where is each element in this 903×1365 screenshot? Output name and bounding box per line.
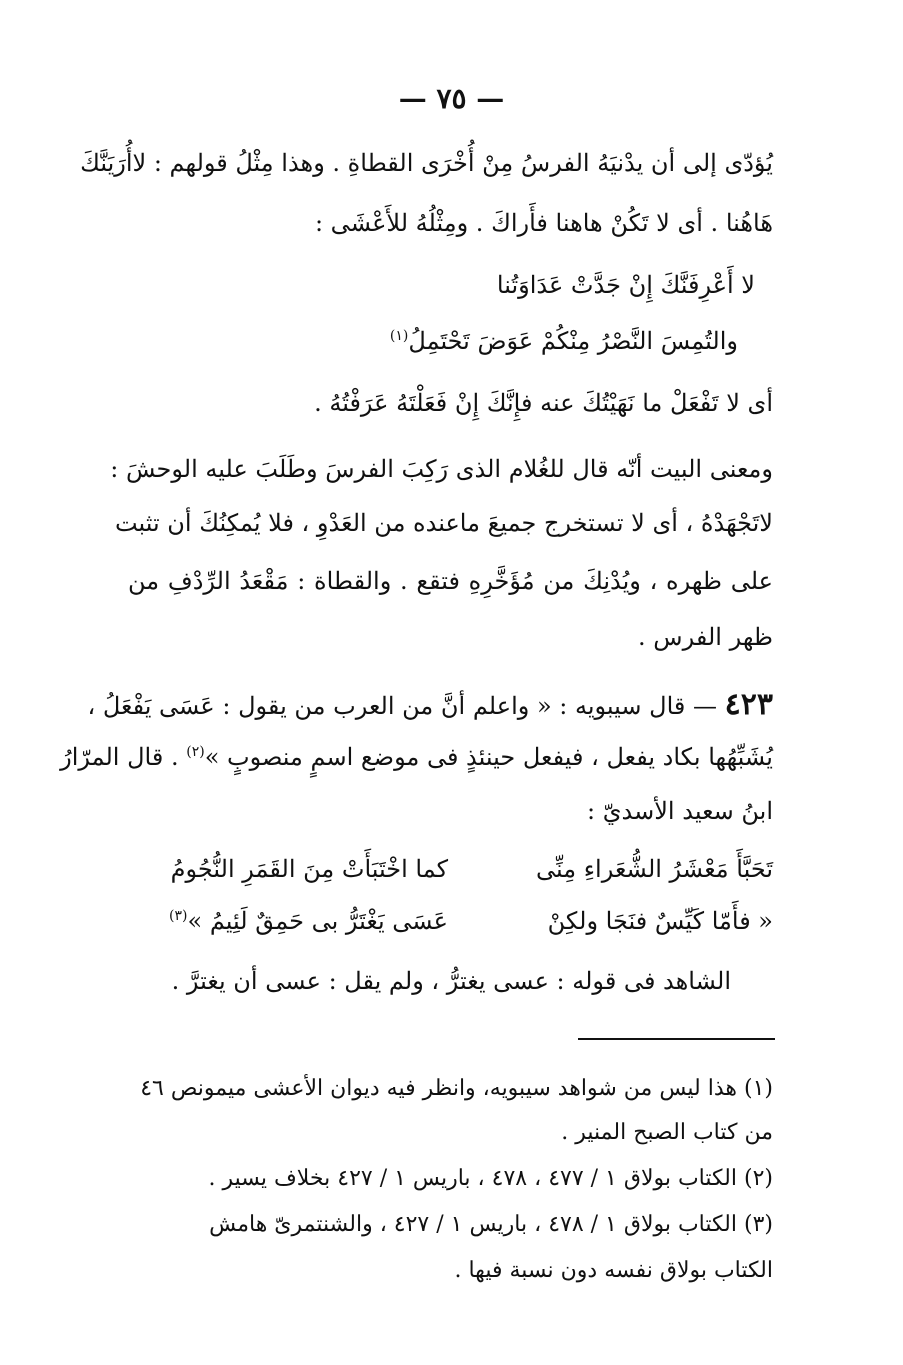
- text-line: ومعنى البيت أنّه قال للغُلام الذى رَكِبَ الفرسَ وطَلَبَ عليه الوحشَ :: [110, 455, 773, 483]
- footnote-ref: (١): [389, 328, 409, 344]
- page-number: — ٧٥ —: [398, 82, 505, 115]
- footnote-mark: (٣): [743, 1212, 773, 1237]
- item-text: . قال المرّارُ: [60, 743, 179, 771]
- text-line: [60, 740, 773, 774]
- numbered-item-line: [87, 687, 773, 723]
- verse-text: عَسَى يَغْتَرُّ بى حَمِقٌ لَئِيمُ »: [187, 907, 448, 935]
- footnote-mark: (٢): [743, 1166, 773, 1191]
- verse-line: لا أَعْرِفَنَّكَ إِنْ جَدَّتْ عَدَاوَتُنا: [496, 271, 755, 299]
- hemistich-right: [473, 904, 773, 938]
- item-text: يُشَبِّهُها بكاد يفعل ، فيفعل حينئذٍ فى موضع اسمٍ منصوبٍ »: [204, 743, 773, 771]
- hemistich-left: [128, 904, 448, 938]
- text-line: ظهر الفرس .: [638, 623, 773, 651]
- text-line: الشاهد فى قوله : عسى يغترُّ ، ولم يقل : عسى أن يغترَّ .: [171, 967, 731, 995]
- text-line: ابنُ سعيد الأسديّ :: [587, 797, 773, 825]
- footnote-1-cont: من كتاب الصبح المنير .: [561, 1120, 773, 1145]
- footnote-1: [128, 1072, 773, 1106]
- verse-text: والتُمِسَ النَّصْرُ مِنْكُمْ عَوَضَ تَحْتَمِلُ: [408, 327, 738, 355]
- text-line: يُؤدّى إلى أن يدْنيَهُ الفرسُ مِنْ أُخْرَى القطاةِ . وهذا مِثْلُ قولهم : لاأُرَيَنَّكَ: [80, 149, 773, 177]
- item-number: ٤٢٣: [724, 687, 773, 722]
- text-line: لاتَجْهَدْهُ ، أى لا تستخرج جميعَ ماعنده من العَدْوِ ، فلا يُمكِنُكَ أن تثبت: [114, 509, 773, 537]
- text-line: على ظهره ، ويُدْنِكَ من مُؤَخَّرِهِ فتقع . والقطاة : مَقْعَدُ الرِّدْفِ من: [128, 567, 773, 595]
- footnote-mark: (١): [743, 1076, 773, 1101]
- footnote-ref: (٢): [186, 744, 205, 760]
- footnote-3: [128, 1208, 773, 1242]
- footnote-separator: [578, 1038, 775, 1040]
- footnote-text: الكتاب بولاق ١ / ٤٧٧ ، ٤٧٨ ، باريس ١ / ٤٢٧ بخلاف يسير .: [208, 1166, 737, 1191]
- footnote-text: هذا ليس من شواهد سيبويه، وانظر فيه ديوان الأعشى ميمونص ٤٦: [140, 1076, 737, 1101]
- text-line: أى لا تَفْعَلْ ما نَهَيْتُكَ عنه فإِنَّكَ إِنْ فَعَلْتَهُ عَرَفْتُهُ .: [314, 389, 773, 417]
- text-line: هَاهُنا . أى لا تَكُنْ هاهنا فأَراكَ . ومِثْلُهُ للأَعْشَى :: [314, 209, 773, 237]
- hemistich-left: كما اخْتَبَأَتْ مِنَ القَمَرِ النُّجُومُ: [170, 855, 448, 883]
- item-text: — قال سيبويه : « واعلم أنَّ من العرب من يقول : عَسَى يَفْعَلُ ،: [87, 692, 718, 720]
- verse-line: [218, 324, 738, 358]
- footnote-3-cont: الكتاب بولاق نفسه دون نسبة فيها .: [454, 1258, 773, 1283]
- footnote-text: الكتاب بولاق ١ / ٤٧٨ ، باريس ١ / ٤٢٧ ، والشنتمرىّ هامش: [209, 1212, 737, 1237]
- footnote-2: [128, 1162, 773, 1196]
- footnote-ref: (٣): [169, 908, 188, 924]
- verse-text: « فأَمّا كَيِّسٌ فنَجَا ولكِنْ: [547, 907, 773, 935]
- hemistich-right: تَحَبَّأَ مَعْشَرُ الشُّعَراءِ مِنِّى: [536, 855, 773, 883]
